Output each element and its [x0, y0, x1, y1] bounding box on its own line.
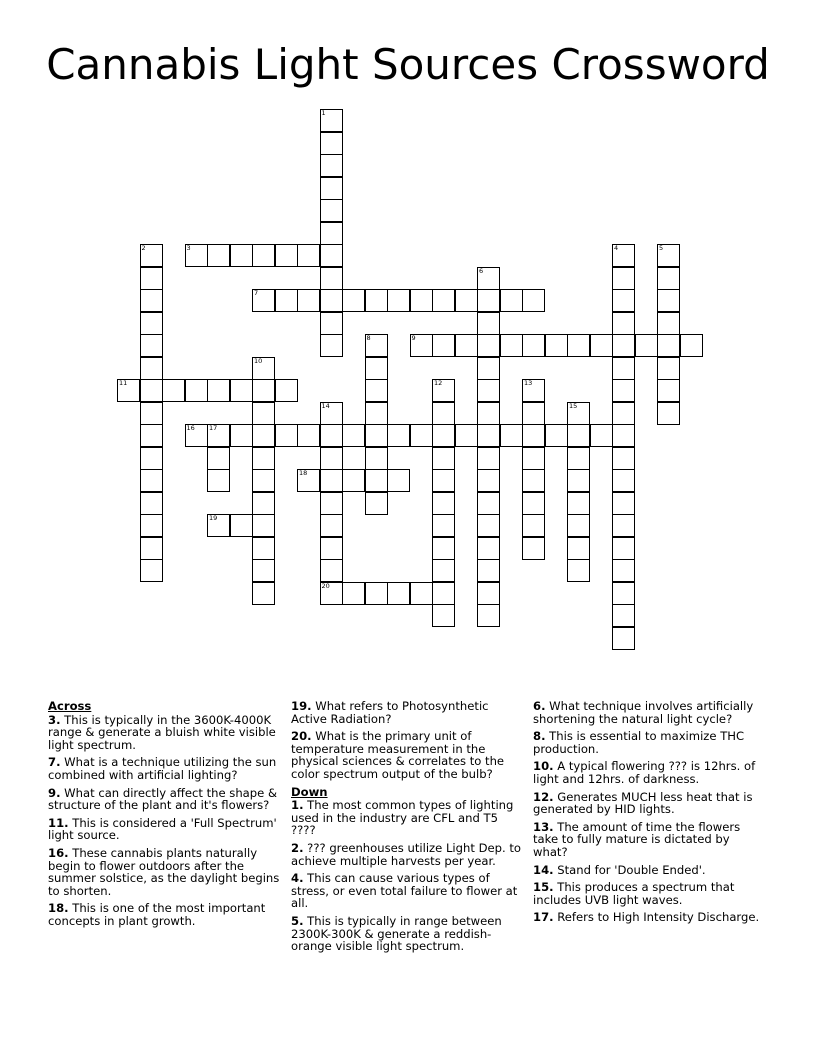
- grid-cell[interactable]: [657, 267, 680, 290]
- grid-cell[interactable]: [477, 379, 500, 402]
- grid-cell[interactable]: [545, 424, 568, 447]
- grid-cell[interactable]: [657, 402, 680, 425]
- grid-cell[interactable]: [612, 312, 635, 335]
- grid-cell[interactable]: [365, 492, 388, 515]
- clue-across-20: 20. What is the primary unit of temperature measurement in the physical sciences & correlates to the color spectrum output of the bulb?: [291, 729, 505, 781]
- grid-cell[interactable]: [477, 559, 500, 582]
- grid-cell[interactable]: [185, 379, 208, 402]
- clue-down-8: 8. This is essential to maximize THC production.: [533, 729, 745, 756]
- grid-cell[interactable]: [252, 559, 275, 582]
- across-header: Across: [48, 699, 92, 713]
- cell-number: 7: [254, 289, 259, 297]
- grid-cell[interactable]: [432, 289, 455, 312]
- grid-cell[interactable]: [297, 244, 320, 267]
- grid-cell[interactable]: [410, 424, 433, 447]
- cell-number: 14: [321, 401, 330, 410]
- grid-cell[interactable]: [320, 289, 343, 312]
- down-header: Down: [291, 784, 328, 799]
- grid-cell[interactable]: [140, 267, 163, 290]
- grid-cell[interactable]: [252, 492, 275, 515]
- grid-cell[interactable]: [612, 424, 635, 447]
- grid-cell[interactable]: [477, 267, 500, 290]
- grid-cell[interactable]: [230, 514, 253, 537]
- grid-cell[interactable]: [140, 357, 163, 380]
- clue-down-5: 5. This is typically in range between 2300K-300K & generate a reddish-orange visible light spectrum.: [291, 913, 502, 954]
- grid-cell[interactable]: [320, 469, 343, 492]
- clue-down-13: 13. The amount of time the flowers take to fully mature is dictated by what?: [533, 819, 741, 859]
- grid-cell[interactable]: [410, 289, 433, 312]
- grid-cell[interactable]: [410, 582, 433, 605]
- grid-cell[interactable]: [432, 379, 455, 402]
- grid-cell[interactable]: [140, 289, 163, 312]
- grid-cell[interactable]: [432, 559, 455, 582]
- grid-cell[interactable]: [252, 469, 275, 492]
- grid-cell[interactable]: [207, 469, 230, 492]
- grid-cell[interactable]: [140, 379, 163, 402]
- grid-cell[interactable]: [432, 334, 455, 357]
- grid-cell[interactable]: [612, 357, 635, 380]
- clue-down-17: 17. Refers to High Intensity Discharge.: [533, 910, 760, 925]
- grid-cell[interactable]: [522, 379, 545, 402]
- grid-cell[interactable]: [207, 379, 230, 402]
- cell-number: 19: [209, 514, 218, 522]
- grid-cell[interactable]: [680, 334, 703, 357]
- grid-cell[interactable]: [522, 402, 545, 425]
- cell-number: 18: [299, 469, 308, 477]
- page-title: Cannabis Light Sources Crossword: [46, 40, 770, 89]
- grid-cell[interactable]: [612, 289, 635, 312]
- clue-across-18: 18. This is one of the most important concepts in plant growth.: [48, 901, 266, 928]
- grid-cell[interactable]: [590, 334, 613, 357]
- grid-cell[interactable]: [477, 514, 500, 537]
- grid-cell[interactable]: [612, 469, 635, 492]
- clues-column-2: [291, 700, 523, 958]
- grid-cell[interactable]: [432, 582, 455, 605]
- grid-cell[interactable]: [657, 312, 680, 335]
- grid-cell[interactable]: [320, 154, 343, 177]
- grid-cell[interactable]: [275, 379, 298, 402]
- grid-cell[interactable]: [297, 424, 320, 447]
- grid-cell[interactable]: [432, 604, 455, 627]
- cell-number: 9: [411, 334, 416, 342]
- grid-cell[interactable]: [410, 334, 433, 357]
- grid-cell[interactable]: [612, 492, 635, 515]
- grid-cell[interactable]: [320, 424, 343, 447]
- clue-across-9: 9. What can directly affect the shape & structure of the plant and it's flowers?: [48, 785, 277, 813]
- grid-cell[interactable]: [657, 289, 680, 312]
- grid-cell[interactable]: [432, 447, 455, 470]
- grid-cell[interactable]: [477, 402, 500, 425]
- cell-number: 5: [659, 244, 664, 252]
- grid-cell[interactable]: [320, 312, 343, 335]
- grid-cell[interactable]: [207, 244, 230, 267]
- clue-down-12: 12. Generates MUCH less heat that is generated by HID lights.: [533, 789, 753, 817]
- grid-cell[interactable]: [275, 424, 298, 447]
- grid-cell[interactable]: [635, 334, 658, 357]
- cell-number: 15: [569, 401, 578, 410]
- grid-cell[interactable]: [567, 334, 590, 357]
- clue-across-19: 19. What refers to Photosynthetic Active Radiation?: [291, 699, 489, 726]
- grid-cell[interactable]: [185, 424, 208, 447]
- grid-cell[interactable]: [455, 334, 478, 357]
- grid-cell[interactable]: [477, 357, 500, 380]
- grid-cell[interactable]: [432, 402, 455, 425]
- grid-cell[interactable]: [387, 582, 410, 605]
- grid-cell[interactable]: [522, 424, 545, 447]
- grid-cell[interactable]: [365, 469, 388, 492]
- clue-down-14: 14. Stand for 'Double Ended'.: [533, 862, 706, 877]
- grid-cell[interactable]: [342, 469, 365, 492]
- grid-cell[interactable]: [140, 402, 163, 425]
- grid-cell[interactable]: [252, 424, 275, 447]
- grid-cell[interactable]: [342, 289, 365, 312]
- grid-cell[interactable]: [455, 424, 478, 447]
- grid-cell[interactable]: [455, 289, 478, 312]
- grid-cell[interactable]: [500, 334, 523, 357]
- grid-cell[interactable]: [477, 469, 500, 492]
- clue-down-15: 15. This produces a spectrum that includes UVB light waves.: [533, 880, 735, 907]
- grid-cell[interactable]: [140, 469, 163, 492]
- grid-cell[interactable]: [297, 469, 320, 492]
- cell-number: 13: [524, 379, 533, 387]
- grid-cell[interactable]: [522, 289, 545, 312]
- grid-cell[interactable]: [162, 379, 185, 402]
- clue-down-4: 4. This can cause various types of stress, or even total failure to flower at all.: [291, 871, 518, 911]
- grid-cell[interactable]: [207, 424, 230, 447]
- grid-cell[interactable]: [342, 424, 365, 447]
- grid-cell[interactable]: [140, 559, 163, 582]
- grid-cell[interactable]: [612, 559, 635, 582]
- grid-cell[interactable]: [117, 379, 140, 402]
- grid-cell[interactable]: [612, 514, 635, 537]
- grid-cell[interactable]: [140, 447, 163, 470]
- grid-cell[interactable]: [500, 424, 523, 447]
- grid-cell[interactable]: [320, 132, 343, 155]
- grid-cell[interactable]: [320, 514, 343, 537]
- grid-cell[interactable]: [567, 537, 590, 560]
- grid-cell[interactable]: [297, 289, 320, 312]
- grid-cell[interactable]: [320, 582, 343, 605]
- cell-number: 20: [321, 581, 330, 590]
- grid-cell[interactable]: [522, 514, 545, 537]
- grid-cell[interactable]: [207, 447, 230, 470]
- grid-cell[interactable]: [140, 312, 163, 335]
- grid-cell[interactable]: [387, 289, 410, 312]
- grid-cell[interactable]: [657, 244, 680, 267]
- grid-cell[interactable]: [612, 627, 635, 650]
- grid-cell[interactable]: [252, 447, 275, 470]
- clue-across-11: 11. This is considered a 'Full Spectrum' light source.: [48, 815, 277, 843]
- cell-number: 17: [209, 424, 218, 432]
- grid-cell[interactable]: [252, 379, 275, 402]
- grid-cell[interactable]: [230, 379, 253, 402]
- grid-cell[interactable]: [342, 582, 365, 605]
- grid-cell[interactable]: [365, 402, 388, 425]
- grid-cell[interactable]: [320, 222, 343, 245]
- grid-cell[interactable]: [275, 244, 298, 267]
- cell-number: 3: [186, 244, 191, 252]
- cell-number: 1: [321, 109, 326, 117]
- grid-cell[interactable]: [477, 604, 500, 627]
- grid-cell[interactable]: [567, 469, 590, 492]
- grid-cell[interactable]: [320, 199, 343, 222]
- clue-down-6: 6. What technique involves artificially shortening the natural light cycle?: [533, 699, 754, 726]
- grid-cell[interactable]: [567, 447, 590, 470]
- grid-cell[interactable]: [320, 109, 343, 132]
- grid-cell[interactable]: [612, 244, 635, 267]
- clue-down-2: 2. ??? greenhouses utilize Light Dep. to achieve multiple harvests per year.: [291, 840, 521, 868]
- grid-cell[interactable]: [320, 177, 343, 200]
- grid-cell[interactable]: [500, 289, 523, 312]
- grid-cell[interactable]: [252, 537, 275, 560]
- grid-cell[interactable]: [657, 357, 680, 380]
- grid-cell[interactable]: [477, 312, 500, 335]
- grid-cell[interactable]: [477, 582, 500, 605]
- grid-cell[interactable]: [252, 582, 275, 605]
- grid-cell[interactable]: [207, 514, 230, 537]
- grid-cell[interactable]: [320, 537, 343, 560]
- grid-cell[interactable]: [320, 334, 343, 357]
- grid-cell[interactable]: [612, 379, 635, 402]
- grid-cell[interactable]: [275, 289, 298, 312]
- grid-cell[interactable]: [477, 492, 500, 515]
- grid-cell[interactable]: [567, 402, 590, 425]
- grid-cell[interactable]: [365, 424, 388, 447]
- grid-cell[interactable]: [590, 424, 613, 447]
- grid-cell[interactable]: [140, 537, 163, 560]
- grid-cell[interactable]: [522, 447, 545, 470]
- grid-cell[interactable]: [612, 334, 635, 357]
- grid-cell[interactable]: [252, 289, 275, 312]
- clue-down-1: 1. The most common types of lighting used in the industry are CFL and T5 ????: [291, 798, 514, 838]
- grid-cell[interactable]: [140, 514, 163, 537]
- grid-cell[interactable]: [230, 244, 253, 267]
- grid-cell[interactable]: [320, 267, 343, 290]
- clue-across-3: 3. This is typically in the 3600K-4000K range & generate a bluish white visible light spectrum.: [48, 712, 276, 752]
- grid-cell[interactable]: [477, 537, 500, 560]
- grid-cell[interactable]: [567, 514, 590, 537]
- grid-cell[interactable]: [612, 447, 635, 470]
- grid-cell[interactable]: [365, 379, 388, 402]
- grid-cell[interactable]: [320, 492, 343, 515]
- cell-number: 2: [141, 244, 146, 252]
- grid-cell[interactable]: [522, 334, 545, 357]
- grid-cell[interactable]: [365, 447, 388, 470]
- cell-number: 11: [119, 379, 128, 387]
- grid-cell[interactable]: [432, 492, 455, 515]
- grid-cell[interactable]: [252, 244, 275, 267]
- grid-cell[interactable]: [140, 424, 163, 447]
- cell-number: 4: [614, 244, 619, 252]
- grid-cell[interactable]: [432, 424, 455, 447]
- clues-column-3: [533, 700, 765, 929]
- grid-cell[interactable]: [365, 357, 388, 380]
- grid-cell[interactable]: [432, 469, 455, 492]
- grid-cell[interactable]: [612, 582, 635, 605]
- clue-across-16: 16. These cannabis plants naturally begin to flower outdoors after the summer solstice, as the daylight begins to shorten.: [48, 845, 280, 898]
- cell-number: 6: [479, 266, 484, 275]
- grid-cell[interactable]: [140, 492, 163, 515]
- grid-cell[interactable]: [432, 537, 455, 560]
- grid-cell[interactable]: [477, 289, 500, 312]
- grid-cell[interactable]: [320, 559, 343, 582]
- grid-cell[interactable]: [612, 604, 635, 627]
- grid-cell[interactable]: [365, 582, 388, 605]
- grid-cell[interactable]: [522, 537, 545, 560]
- grid-cell[interactable]: [567, 424, 590, 447]
- grid-cell[interactable]: [252, 514, 275, 537]
- grid-cell[interactable]: [320, 402, 343, 425]
- grid-cell[interactable]: [522, 492, 545, 515]
- grid-cell[interactable]: [545, 334, 568, 357]
- cell-number: 10: [254, 356, 263, 365]
- grid-cell[interactable]: [320, 244, 343, 267]
- grid-cell[interactable]: [365, 289, 388, 312]
- clue-down-10: 10. A typical flowering ??? is 12hrs. of light and 12hrs. of darkness.: [533, 759, 756, 786]
- grid-cell[interactable]: [252, 402, 275, 425]
- clues-column-1: [48, 700, 280, 933]
- grid-cell[interactable]: [252, 357, 275, 380]
- grid-cell[interactable]: [657, 334, 680, 357]
- grid-cell[interactable]: [185, 244, 208, 267]
- grid-cell[interactable]: [320, 447, 343, 470]
- grid-cell[interactable]: [522, 469, 545, 492]
- cell-number: 12: [434, 379, 443, 387]
- grid-cell[interactable]: [612, 267, 635, 290]
- grid-cell[interactable]: [432, 514, 455, 537]
- grid-cell[interactable]: [140, 244, 163, 267]
- grid-cell[interactable]: [477, 334, 500, 357]
- grid-cell[interactable]: [612, 402, 635, 425]
- grid-cell[interactable]: [612, 537, 635, 560]
- cell-number: 8: [366, 334, 371, 342]
- grid-cell[interactable]: [230, 424, 253, 447]
- grid-cell[interactable]: [477, 447, 500, 470]
- grid-cell[interactable]: [657, 379, 680, 402]
- cell-number: 16: [186, 424, 195, 432]
- grid-cell[interactable]: [567, 559, 590, 582]
- grid-cell[interactable]: [387, 469, 410, 492]
- grid-cell[interactable]: [140, 334, 163, 357]
- grid-cell[interactable]: [567, 492, 590, 515]
- clue-across-7: 7. What is a technique utilizing the sun combined with artificial lighting?: [48, 755, 277, 782]
- grid-cell[interactable]: [365, 334, 388, 357]
- grid-cell[interactable]: [387, 424, 410, 447]
- grid-cell[interactable]: [477, 424, 500, 447]
